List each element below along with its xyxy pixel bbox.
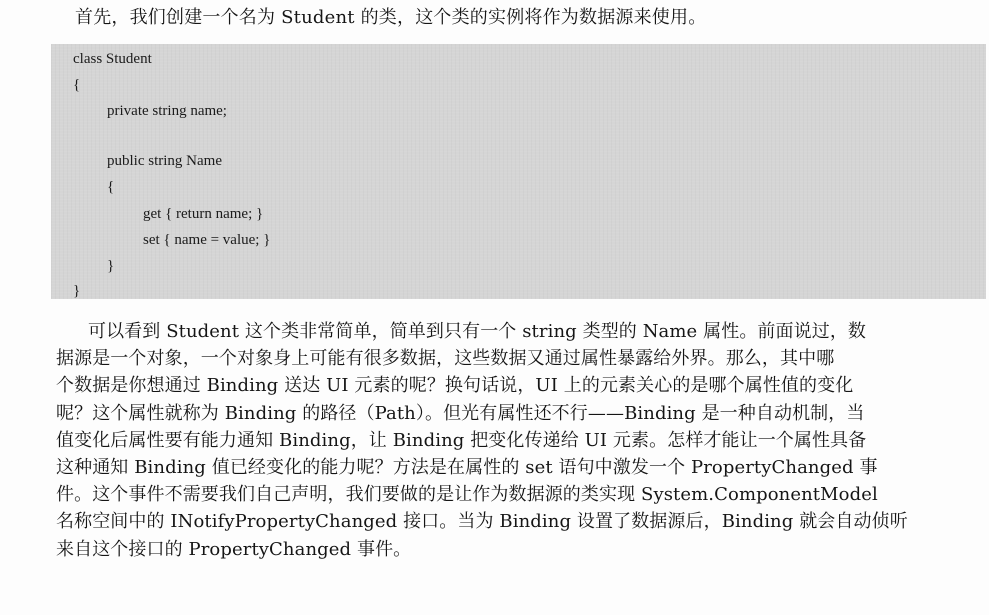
paragraph-line: 名称空间中的 INotifyPropertyChanged 接口。当为 Binding 设置了数据源后，Binding 就会自动侦听 xyxy=(56,511,908,533)
code-line: { xyxy=(73,77,81,93)
paragraph-line: 据源是一个对象，一个对象身上可能有很多数据，这些数据又通过属性暴露给外界。那么，其中哪 xyxy=(56,348,835,370)
paragraph-line: 这种通知 Binding 值已经变化的能力呢？方法是在属性的 set 语句中激发一个 PropertyChanged 事 xyxy=(56,457,878,479)
code-line: } xyxy=(107,258,115,274)
paragraph-line: 可以看到 Student 这个类非常简单，简单到只有一个 string 类型的 Name 属性。前面说过，数 xyxy=(88,321,867,342)
body-paragraph xyxy=(56,318,984,563)
code-block xyxy=(51,44,986,299)
intro-sentence: 首先，我们创建一个名为 Student 的类，这个类的实例将作为数据源来使用。 xyxy=(75,7,707,28)
paragraph-line: 来自这个接口的 PropertyChanged 事件。 xyxy=(56,538,412,560)
paragraph-line: 件。这个事件不需要我们自己声明，我们要做的是让作为数据源的类实现 System.ComponentModel xyxy=(56,484,878,506)
paragraph-line: 个数据是你想通过 Binding 送达 UI 元素的呢？换句话说，UI 上的元素关心的是哪个属性值的变化 xyxy=(56,375,854,397)
code-line: public string Name xyxy=(107,153,222,169)
code-line: private string name; xyxy=(107,103,227,119)
paragraph-line: 呢？这个属性就称为 Binding 的路径（Path）。但光有属性还不行——Binding 是一种自动机制，当 xyxy=(56,402,865,424)
code-line: { xyxy=(107,179,115,195)
code-line: get { return name; } xyxy=(143,206,264,222)
code-line: set { name = value; } xyxy=(143,232,271,248)
paragraph-line: 值变化后属性要有能力通知 Binding，让 Binding 把变化传递给 UI 元素。怎样才能让一个属性具备 xyxy=(56,429,867,451)
code-line: } xyxy=(73,283,81,299)
code-line: class Student xyxy=(73,51,152,67)
